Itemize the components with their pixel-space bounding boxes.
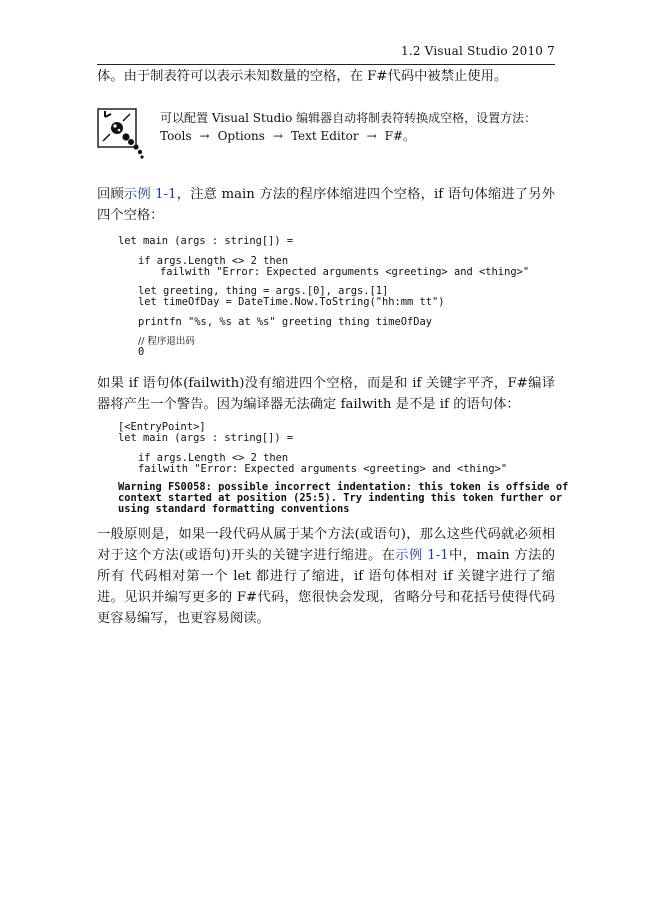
code-block-example <box>118 236 558 358</box>
arrow-right-icon: → <box>199 129 210 143</box>
menu-path <box>160 127 550 145</box>
code-block-offside <box>118 422 558 475</box>
code-line: failwith "Error: Expected arguments <greeting> and <thing>" <box>160 265 530 278</box>
code-line: failwith "Error: Expected arguments <greeting> and <thing>" <box>138 462 508 475</box>
compiler-warning <box>118 481 569 515</box>
code-line: printfn "%s, %s at %s" greeting thing timeOfDay <box>138 315 433 328</box>
text: 一般原则是，如果一段代码从属于某个方法(或语句)，那么这些代码就必须相对于这个方法(或语句)开头的关键字进行缩进。在 <box>97 527 555 563</box>
arrow-right-icon: → <box>366 129 377 143</box>
example-link[interactable]: 示例 1-1 <box>395 548 449 563</box>
paragraph-review <box>97 184 555 226</box>
intro-paragraph: 体。由于制表符可以表示未知数量的空格，在 F#代码中被禁止使用。 <box>97 69 508 84</box>
code-line: let timeOfDay = DateTime.Now.ToString("hh:mm tt") <box>138 296 445 309</box>
menu-tools: Tools <box>160 129 192 143</box>
code-line: let main (args : string[]) = <box>118 235 294 247</box>
paragraph-general-rule <box>97 524 555 629</box>
code-comment: // 程序退出码 <box>138 336 195 348</box>
example-link[interactable]: 示例 1-1 <box>123 187 177 202</box>
scorpion-tip-icon <box>97 108 147 160</box>
tip-note <box>160 109 550 145</box>
code-line: let greeting, thing = args.[0], args.[1] <box>138 285 389 298</box>
warning-line: context started at position (25:5). Try indenting this token further or <box>118 492 563 504</box>
code-line: if args.Length <> 2 then <box>138 451 289 464</box>
text: 回顾 <box>97 187 124 202</box>
arrow-right-icon: → <box>272 129 283 143</box>
running-header: 1.2 Visual Studio 2010 7 <box>97 44 555 65</box>
code-line: 0 <box>138 346 145 359</box>
paragraph-warning-explanation: 如果 if 语句体(failwith)没有缩进四个空格，而是和 if 关键字平齐，F#编译器将产生一个警告。因为编译器无法确定 failwith 是不是 if 的语句体： <box>97 376 555 412</box>
text: 中，main 方法的所有 代码相对第一个 let 都进行了缩进，if 语句体相对 if 关键字进行了缩进。见识并编写更多的 F#代码，您很快会发现，省略分号和花括号使得代码更容易编写，也更容易阅读。 <box>97 548 556 626</box>
menu-fsharp: F#。 <box>384 129 416 143</box>
text: ，注意 main 方法的程序体缩进四个空格，if 语句体缩进了另外四个空格： <box>97 187 555 223</box>
code-line: if args.Length <> 2 then <box>138 254 289 267</box>
code-line: let main (args : string[]) = <box>118 432 294 444</box>
menu-options: Options <box>217 129 265 143</box>
warning-line: Warning FS0058: possible incorrect indentation: this token is offside of <box>118 481 569 493</box>
warning-line: using standard formatting conventions <box>118 503 350 515</box>
menu-text-editor: Text Editor <box>290 129 359 143</box>
tip-line: 可以配置 Visual Studio 编辑器自动将制表符转换成空格，设置方法： <box>160 111 537 125</box>
code-line: [<EntryPoint>] <box>118 421 206 433</box>
